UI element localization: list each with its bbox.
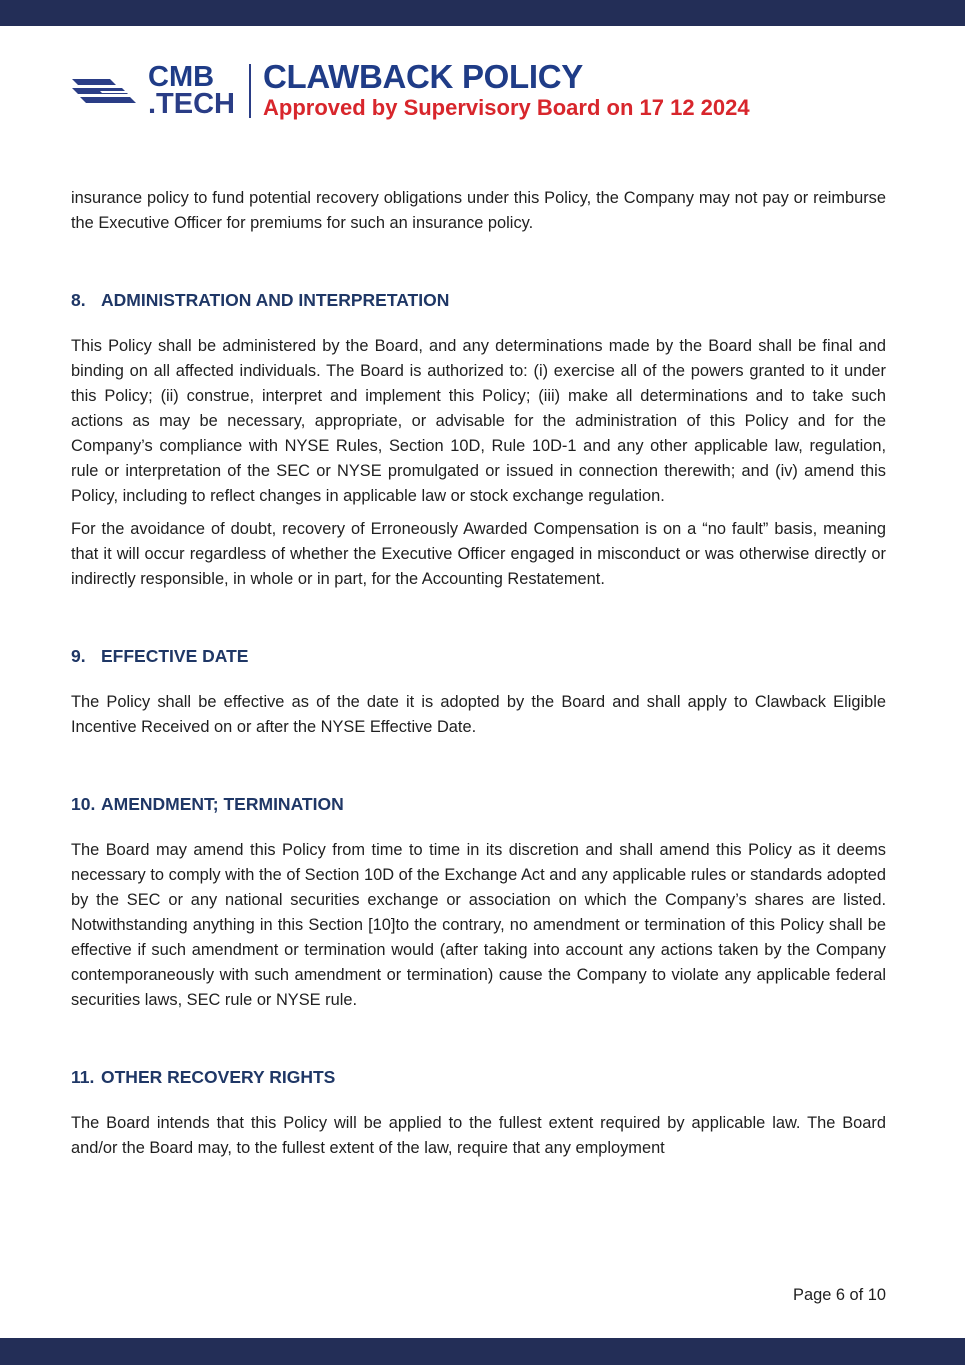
section-heading-8 xyxy=(71,288,886,312)
bottom-banner xyxy=(0,1338,965,1365)
section-number: 8. xyxy=(71,290,86,310)
section-number: 11. xyxy=(71,1067,95,1087)
section-title: OTHER RECOVERY RIGHTS xyxy=(101,1067,336,1087)
logo-wordmark xyxy=(148,61,235,120)
logo-line-1: CMB xyxy=(148,61,215,93)
section-10-paragraph-1: The Board may amend this Policy from time to time in its discretion and shall amend this Policy as it deems necessary to comply with the of Section 10D of the Exchange Act and any applicable rules or standards adopted by the SEC or any national securities exchange or association on which the Company’s shares are listed. Notwithstanding anything in this Section [10]to the contrary, no amendment or termination of this Policy shall be effective if such amendment or termination would (after taking into account any actions taken by the Company contemporaneously with such amendment or termination) cause the Company to violate any applicable federal securities laws, SEC rule or NYSE rule. xyxy=(71,841,886,1009)
top-banner xyxy=(0,0,965,26)
section-8-paragraph-1: This Policy shall be administered by the Board, and any determinations made by the Board shall be final and binding on all affected individuals. The Board is authorized to: (i) exercise all of the powers granted to it under this Policy; (ii) construe, interpret and implement this Policy; (iii) make all determinations and to take such actions as may be necessary, appropriate, or advisable for the administration of this Policy and for the Company’s compliance with NYSE Rules, Section 10D, Rule 10D-1 and any other applicable law, regulation, rule or interpretation of the SEC or NYSE promulgated or issued in connection therewith; and (iv) amend this Policy, including to reflect changes in applicable law or stock exchange regulation. xyxy=(71,337,886,505)
logo-line-2: .TECH xyxy=(148,88,235,120)
section-11-paragraph-1: The Board intends that this Policy will be applied to the fullest extent required by applicable law. The Board and/or the Board may, to the fullest extent of the law, require that any employment xyxy=(71,1114,886,1157)
section-title: AMENDMENT; TERMINATION xyxy=(101,794,344,814)
section-8-paragraph-2: For the avoidance of doubt, recovery of Erroneously Awarded Compensation is on a “no fault” basis, meaning that it will occur regardless of whether the Executive Officer engaged in misconduct or was otherwise directly or indirectly responsible, in whole or in part, for the Accounting Restatement. xyxy=(71,520,886,588)
section-title: ADMINISTRATION AND INTERPRETATION xyxy=(101,290,450,310)
section-number: 10. xyxy=(71,794,96,814)
document-header xyxy=(70,60,750,122)
cmb-tech-logo-icon xyxy=(70,71,136,111)
document-body xyxy=(71,186,886,1161)
section-title: EFFECTIVE DATE xyxy=(101,646,249,666)
section-heading-11 xyxy=(71,1065,886,1089)
section-9-paragraph-1: The Policy shall be effective as of the date it is adopted by the Board and shall apply to Clawback Eligible Incentive Received on or after the NYSE Effective Date. xyxy=(71,693,886,736)
page-number: Page 6 of 10 xyxy=(793,1286,886,1304)
intro-paragraph: insurance policy to fund potential recovery obligations under this Policy, the Company may not pay or reimburse the Executive Officer for premiums for such an insurance policy. xyxy=(71,189,886,232)
header-titles xyxy=(263,60,750,122)
header-divider xyxy=(249,64,251,118)
section-heading-10 xyxy=(71,792,886,816)
section-heading-9 xyxy=(71,644,886,668)
document-subtitle: Approved by Supervisory Board on 17 12 2024 xyxy=(263,95,750,120)
document-title: CLAWBACK POLICY xyxy=(263,58,583,95)
section-number: 9. xyxy=(71,646,86,666)
